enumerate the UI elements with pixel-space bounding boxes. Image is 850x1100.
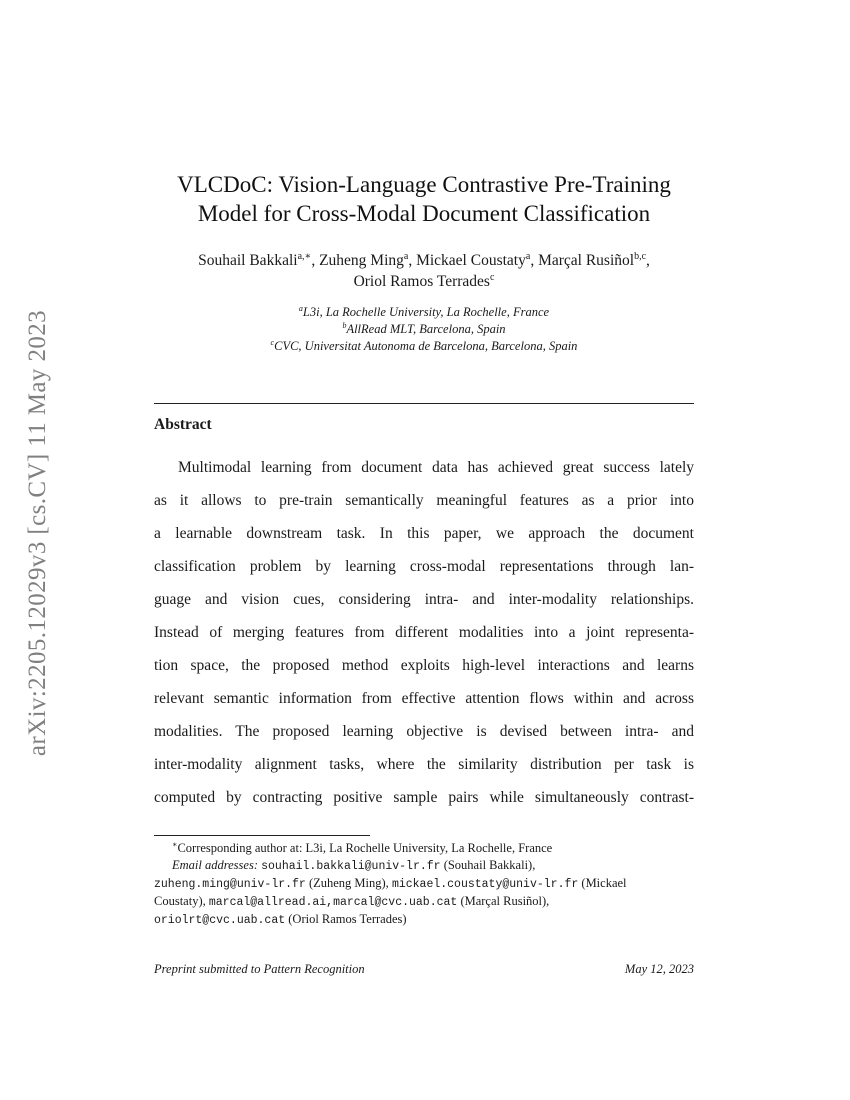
title-line-2: Model for Cross-Modal Document Classification xyxy=(197,201,651,226)
author-line-2 xyxy=(154,271,694,292)
preprint-venue: Preprint submitted to Pattern Recognition xyxy=(154,962,365,976)
author-affil-marker: a xyxy=(403,250,409,262)
abstract-line: Multimodal learning from document data has achieved great success lately xyxy=(178,459,694,476)
abstract-line: inter-modality alignment tasks, where the similarity distribution per task is xyxy=(154,756,694,773)
abstract-line: classification problem by learning cross-modal representations through lan- xyxy=(154,558,694,575)
abstract-line: modalities. The proposed learning objective is devised between intra- and xyxy=(154,723,694,740)
abstract-text xyxy=(154,455,694,818)
footnote-emails-line-3: Coustaty), marcal@allread.ai,marcal@cvc.uab.cat (Marçal Rusiñol), xyxy=(154,894,550,909)
footnote-emails-line-4: oriolrt@cvc.uab.cat (Oriol Ramos Terrades) xyxy=(154,912,407,927)
email-link[interactable]: marcal@allread.ai,marcal@cvc.uab.cat xyxy=(208,896,458,909)
email-link[interactable]: zuheng.ming@univ-lr.fr xyxy=(154,878,306,891)
footnote-emails-line-2: zuheng.ming@univ-lr.fr (Zuheng Ming), mickael.coustaty@univ-lr.fr (Mickael xyxy=(154,876,627,891)
section-divider xyxy=(154,403,694,404)
preprint-date: May 12, 2023 xyxy=(624,962,694,976)
email-link[interactable]: mickael.coustaty@univ-lr.fr xyxy=(391,878,579,891)
abstract-line: tion space, the proposed method exploits high-level interactions and learns xyxy=(154,657,694,674)
abstract-heading: Abstract xyxy=(154,416,212,433)
author-line-1: Souhail Bakkali$^{a,∗}$, Zuheng Ming$^a$, Mickael Coustaty$^a$, Marçal Rusiñol$^{b,c}$, xyxy=(198,250,650,269)
author-affil-marker: c xyxy=(489,271,495,283)
author-affil-marker: b,c xyxy=(634,250,647,262)
abstract-line: a learnable downstream task. In this paper, we approach the document xyxy=(154,525,694,542)
author-name: Marçal Rusiñol xyxy=(538,252,635,269)
footnote xyxy=(154,840,694,929)
affiliation-item: $^b$AllRead MLT, Barcelona, Spain xyxy=(342,320,506,336)
author-name: Souhail Bakkali xyxy=(198,252,298,269)
affiliation-list xyxy=(154,304,694,355)
paper-page xyxy=(154,0,694,1100)
author-affil-marker: a,∗ xyxy=(297,250,312,262)
abstract-line: relevant semantic information from effective attention flows within and across xyxy=(154,690,694,707)
footnote-divider xyxy=(154,835,370,836)
arxiv-identifier-text: arXiv:2205.12029v3 [cs.CV] 11 May 2023 xyxy=(24,309,52,756)
author-name: Mickael Coustaty xyxy=(416,252,526,269)
abstract-line: Instead of merging features from different modalities into a joint representa- xyxy=(154,624,694,641)
abstract-line: computed by contracting positive sample pairs while simultaneously contrast- xyxy=(154,789,694,806)
abstract-line: as it allows to pre-train semantically meaningful features as a prior into xyxy=(154,492,694,509)
author-list xyxy=(154,250,694,292)
footnote-emails-line-1: Email addresses: souhail.bakkali@univ-lr.fr (Souhail Bakkali), xyxy=(172,858,536,873)
affiliation-item: $^c$CVC, Universitat Autonoma de Barcelona, Barcelona, Spain xyxy=(270,337,578,353)
email-link[interactable]: souhail.bakkali@univ-lr.fr xyxy=(261,860,441,873)
paper-title xyxy=(154,170,694,228)
author-name: Zuheng Ming xyxy=(319,252,404,269)
author-affil-marker: a xyxy=(525,250,531,262)
title-line-1: VLCDoC: Vision-Language Contrastive Pre-Training xyxy=(177,172,671,197)
author-name: Oriol Ramos Terrades xyxy=(353,273,490,290)
affiliation-item: $^a$L3i, La Rochelle University, La Rochelle, France xyxy=(298,303,550,319)
email-link[interactable]: oriolrt@cvc.uab.cat xyxy=(154,914,286,927)
footnote-corresponding: ∗Corresponding author at: L3i, La Rochelle University, La Rochelle, France xyxy=(172,839,553,855)
arxiv-identifier-stamp xyxy=(18,280,58,785)
abstract-line: guage and vision cues, considering intra- and inter-modality relationships. xyxy=(154,591,694,608)
